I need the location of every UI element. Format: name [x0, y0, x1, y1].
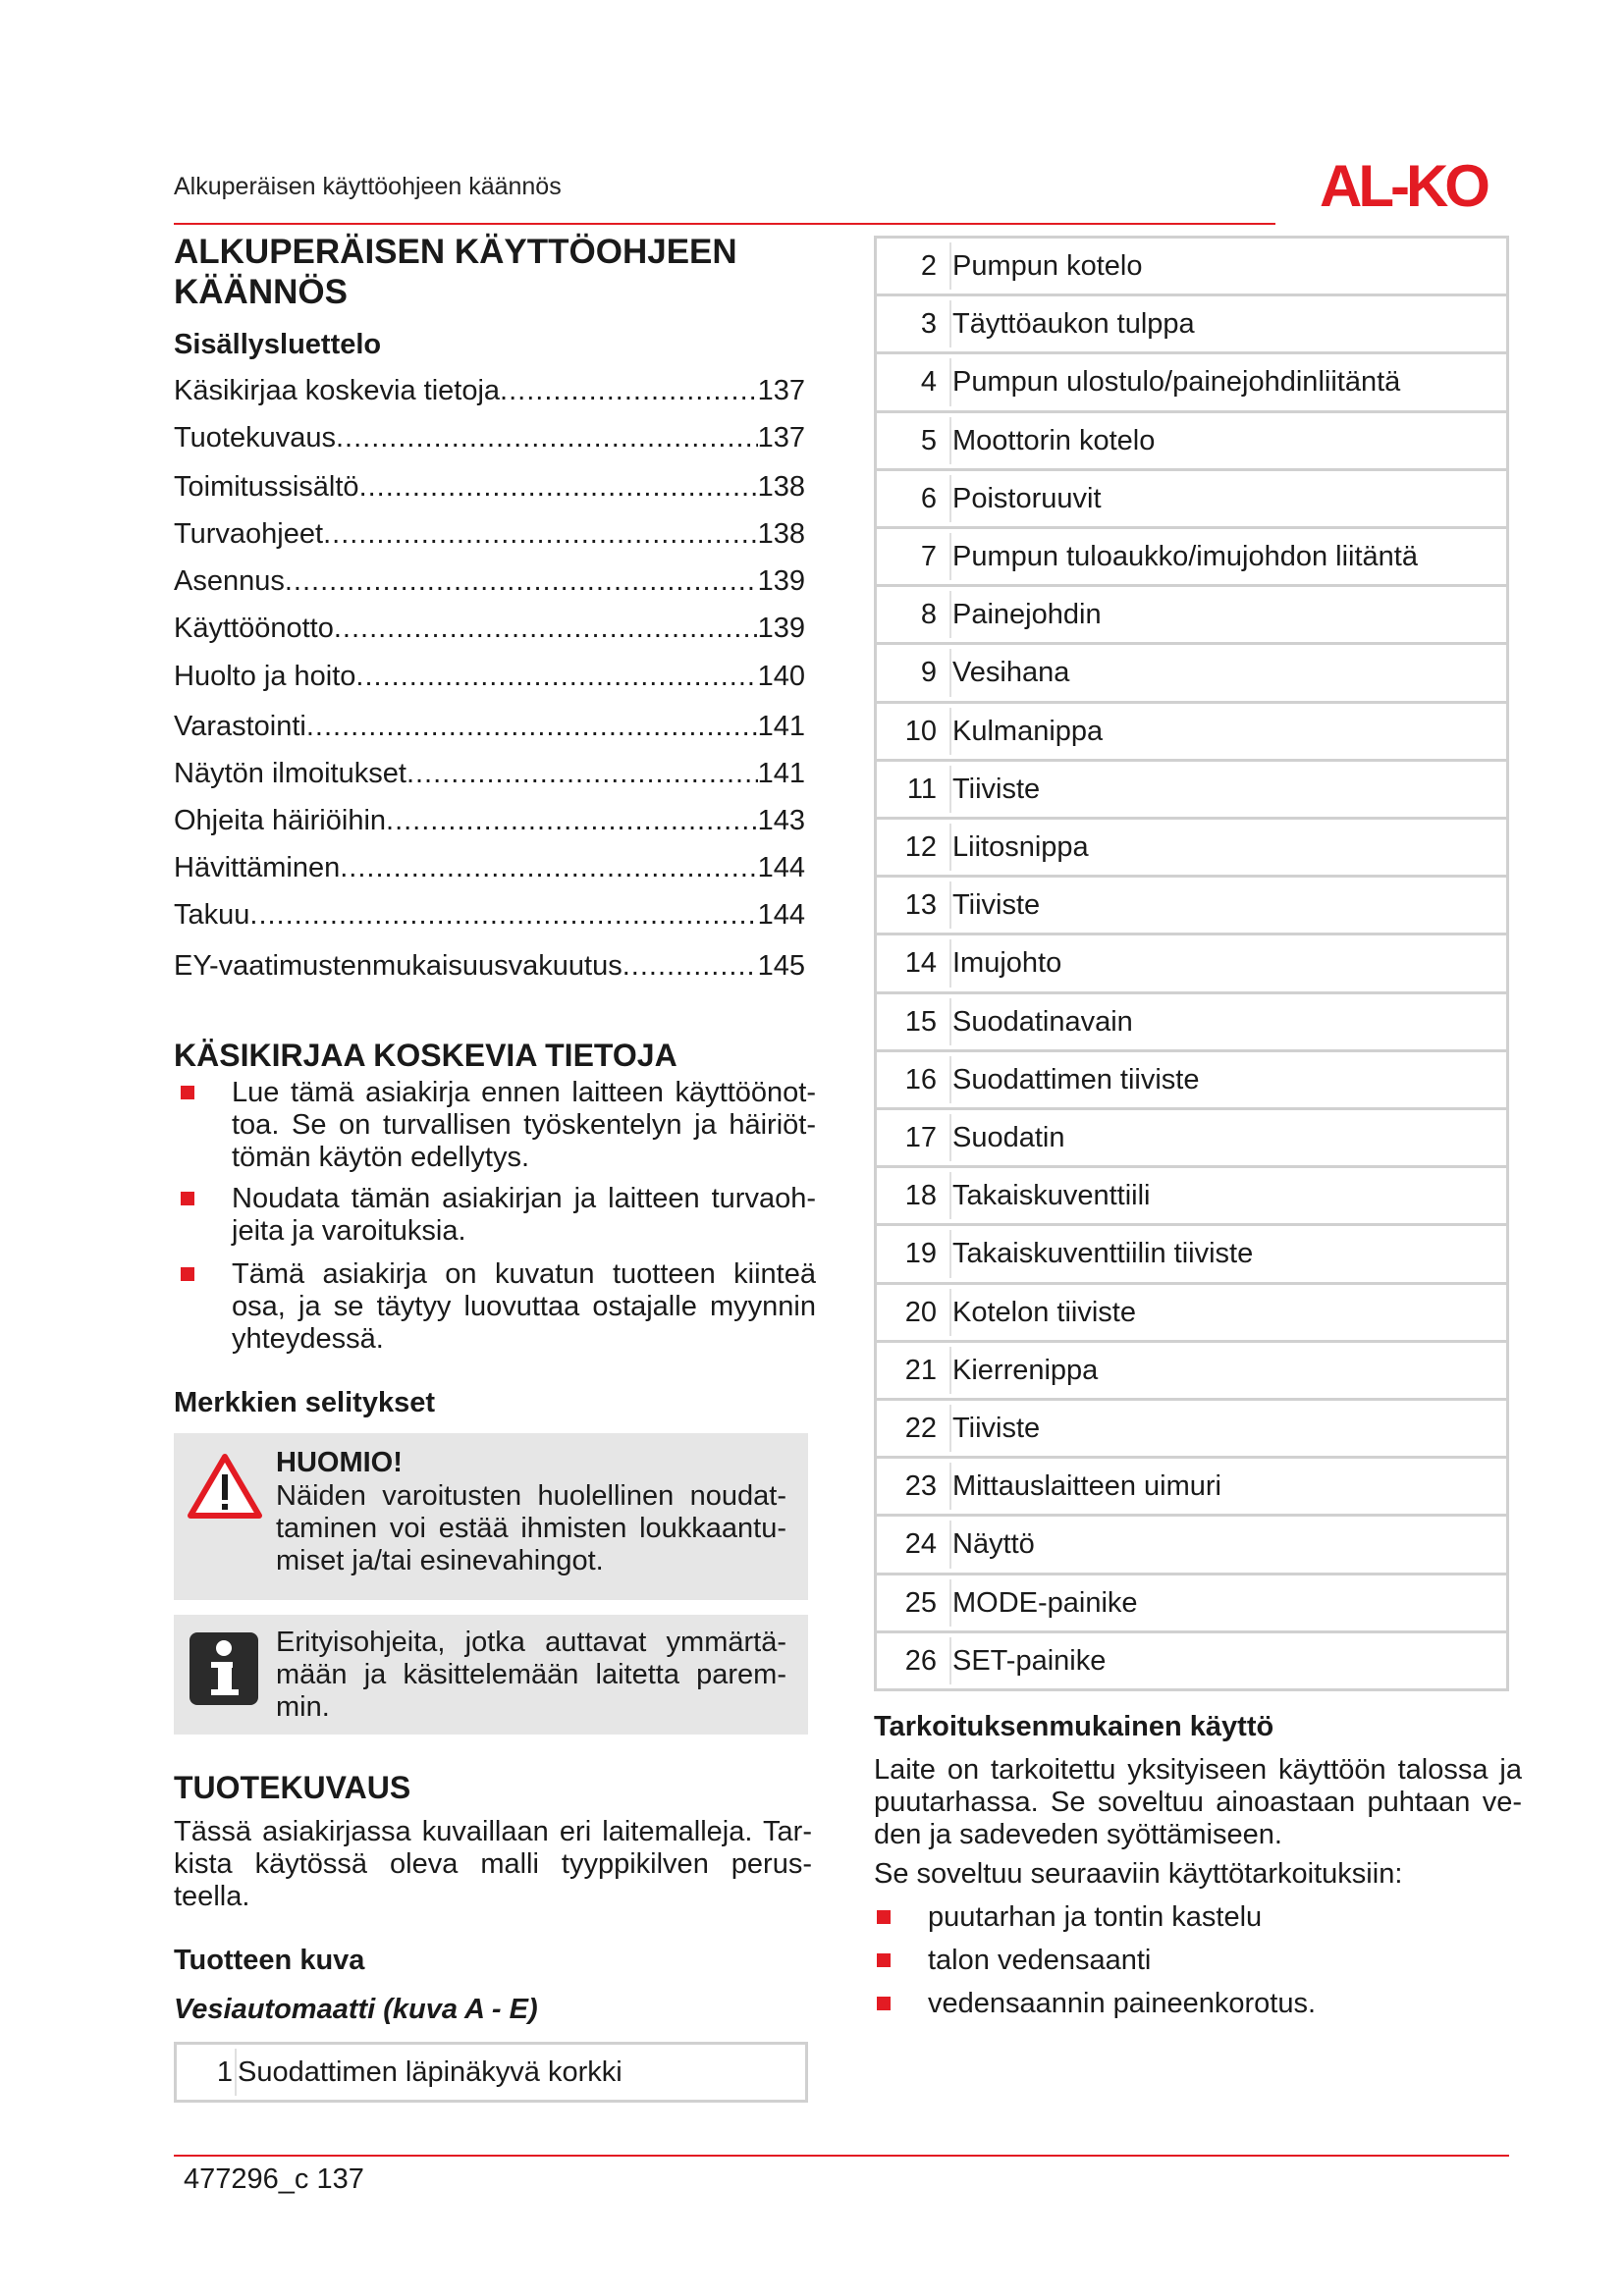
parts-row-8	[874, 587, 1509, 645]
footer-doc-number: 477296_c 137	[184, 2163, 364, 2195]
bullet-text: puutarhan ja tontin kastelu	[928, 1901, 1263, 1933]
parts-row-26	[874, 1633, 1509, 1691]
parts-row-18	[874, 1168, 1509, 1226]
part-label: Kulmanippa	[952, 715, 1104, 747]
part-label: Tiiviste	[952, 773, 1041, 805]
toc-leader-dots	[306, 709, 758, 744]
toc-entry[interactable]	[174, 420, 805, 455]
toc-leader-dots	[386, 803, 758, 838]
parts-row-7	[874, 529, 1509, 587]
part-label: Liitosnippa	[952, 831, 1089, 863]
part-label: Kotelon tiiviste	[952, 1296, 1136, 1328]
part-number: 15	[904, 1005, 937, 1038]
part-label: Näyttö	[952, 1528, 1035, 1561]
part-number: 20	[904, 1296, 937, 1328]
intended-use-text	[874, 1754, 1522, 1851]
part-number: 13	[904, 889, 937, 922]
toc-leader-dots	[285, 563, 758, 599]
toc-leader-dots	[340, 850, 757, 885]
part-label: Suodattimen tiiviste	[952, 1063, 1200, 1095]
part-number: 21	[904, 1354, 937, 1386]
product-image-subheading: Vesiautomaatti (kuva A - E)	[174, 1994, 538, 2025]
part-number: 1	[216, 2056, 233, 2088]
parts-row-23	[874, 1459, 1509, 1517]
toc-entry-page: 138	[757, 518, 805, 550]
parts-row-19	[874, 1226, 1509, 1284]
alko-logo	[1294, 157, 1512, 216]
part-separator	[949, 1230, 951, 1277]
toc-leader-dots	[500, 373, 758, 408]
toc-entry-page: 138	[757, 471, 805, 503]
part-number: 7	[920, 541, 937, 572]
toc-entry-label: Ohjeita häiriöihin	[174, 805, 387, 836]
part-label: Tiiviste	[952, 1413, 1041, 1444]
part-separator	[949, 998, 951, 1045]
parts-row-3	[874, 296, 1509, 354]
part-number: 6	[920, 482, 937, 514]
part-label: Suodatin	[952, 1122, 1065, 1153]
info-icon	[189, 1632, 258, 1705]
bullet-line: Noudata tämän asiakirjan ja laitteen turvaoh-	[232, 1183, 816, 1214]
toc-entry[interactable]	[174, 611, 805, 646]
part-number: 17	[904, 1122, 937, 1153]
parts-row-15	[874, 994, 1509, 1052]
part-label: Suodattimen läpinäkyvä korkki	[238, 2056, 623, 2088]
toc-entry[interactable]	[174, 897, 805, 933]
parts-row-2	[874, 239, 1509, 296]
warning-title: HUOMIO!	[276, 1447, 403, 1478]
part-separator	[949, 475, 951, 522]
manual-info-heading: KÄSIKIRJAA KOSKEVIA TIETOJA	[174, 1038, 677, 1073]
toc-leader-dots	[623, 948, 758, 984]
part-separator	[949, 300, 951, 347]
part-label: MODE-painike	[952, 1586, 1138, 1619]
toc-leader-dots	[406, 756, 758, 791]
part-number: 3	[920, 308, 937, 341]
parts-row-21	[874, 1343, 1509, 1401]
toc-entry-label: Hävittäminen	[174, 852, 341, 883]
bullet-icon	[181, 1192, 194, 1205]
main-title-line1: ALKUPERÄISEN KÄYTTÖOHJEEN	[174, 233, 737, 271]
bullet-text	[232, 1077, 816, 1174]
part-separator	[949, 1289, 951, 1336]
warning-notice	[174, 1433, 808, 1600]
intended-line: puutarhassa. Se soveltuu ainoastaan puhtaan ve-	[874, 1787, 1522, 1818]
parts-row-24	[874, 1517, 1509, 1575]
toc-entry[interactable]	[174, 803, 805, 838]
parts-row-17	[874, 1110, 1509, 1168]
part-label: Painejohdin	[952, 599, 1102, 631]
part-separator	[949, 1579, 951, 1627]
parts-row-25	[874, 1575, 1509, 1633]
footer-divider	[174, 2155, 1509, 2157]
part-separator	[949, 824, 951, 871]
toc-entry-page: 139	[757, 613, 805, 644]
parts-row-11	[874, 762, 1509, 820]
parts-row-14	[874, 935, 1509, 993]
toc-leader-dots	[359, 469, 758, 505]
warning-line: Näiden varoitusten huolellinen noudat-	[276, 1480, 786, 1512]
product-text	[174, 1816, 812, 1913]
part-label: Suodatinavain	[952, 1005, 1133, 1038]
toc-entry-page: 141	[757, 758, 805, 789]
toc-leader-dots	[355, 659, 757, 694]
toc-leader-dots	[323, 516, 758, 552]
toc-entry-label: Käsikirjaa koskevia tietoja	[174, 375, 501, 406]
bullet-icon	[877, 1953, 891, 1967]
product-line: kista käytössä oleva malli tyyppikilven perus-	[174, 1848, 812, 1880]
parts-row-10	[874, 704, 1509, 762]
toc-leader-dots	[249, 897, 757, 933]
parts-row-12	[874, 820, 1509, 878]
bullet-line: jeita ja varoituksia.	[232, 1215, 466, 1247]
warning-line: taminen voi estää ihmisten loukkaantu-	[276, 1513, 786, 1544]
part-separator	[949, 1114, 951, 1161]
bullet-text: talon vedensaanti	[928, 1945, 1152, 1976]
warning-text	[276, 1480, 786, 1577]
parts-row-4	[874, 354, 1509, 412]
part-separator	[949, 1405, 951, 1452]
toc-entry[interactable]	[174, 516, 805, 552]
part-separator	[949, 1463, 951, 1510]
part-number: 5	[920, 424, 937, 456]
toc-entry-page: 145	[757, 950, 805, 982]
part-label: SET-painike	[952, 1644, 1107, 1677]
part-number: 8	[920, 599, 937, 631]
part-label: Mittauslaitteen uimuri	[952, 1470, 1221, 1503]
part-label: Poistoruuvit	[952, 482, 1102, 514]
parts-row-5	[874, 413, 1509, 471]
toc-entry[interactable]	[174, 850, 805, 885]
bullet-line: yhteydessä.	[232, 1323, 384, 1355]
part-number: 18	[904, 1180, 937, 1212]
toc-entry[interactable]	[174, 659, 805, 694]
bullet-line: Lue tämä asiakirja ennen laitteen käyttöönot-	[232, 1077, 816, 1108]
part-separator	[949, 1637, 951, 1684]
part-number: 11	[906, 773, 937, 805]
part-label: Kierrenippa	[952, 1354, 1099, 1386]
part-separator	[949, 1172, 951, 1219]
part-label: Vesihana	[952, 657, 1070, 689]
part-label: Pumpun tuloaukko/imujohdon liitäntä	[952, 541, 1418, 572]
part-label: Täyttöaukon tulppa	[952, 308, 1195, 341]
part-number: 9	[920, 657, 937, 689]
part-label: Imujohto	[952, 947, 1062, 980]
part-number: 22	[904, 1413, 937, 1444]
toc-entry[interactable]	[174, 709, 805, 744]
part-number: 12	[904, 831, 937, 863]
toc-entry-page: 143	[757, 805, 805, 836]
toc-entry-page: 141	[757, 711, 805, 742]
bullet-line: toa. Se on turvallisen työskentelyn ja häiriöt-	[232, 1109, 816, 1141]
toc-entry-page: 140	[757, 661, 805, 692]
toc-entry[interactable]	[174, 373, 805, 408]
part-separator	[949, 1521, 951, 1568]
bullet-icon	[877, 1910, 891, 1924]
product-line: teella.	[174, 1881, 250, 1912]
bullet-text	[232, 1183, 816, 1248]
parts-row-16	[874, 1052, 1509, 1110]
intended-use-heading: Tarkoituksenmukainen käyttö	[874, 1711, 1274, 1742]
part-separator	[949, 708, 951, 755]
part-label: Moottorin kotelo	[952, 424, 1156, 456]
parts-row-22	[874, 1401, 1509, 1459]
intended-line: den ja sadeveden syöttämiseen.	[874, 1819, 1282, 1850]
product-image-heading: Tuotteen kuva	[174, 1945, 365, 1976]
part-number: 26	[904, 1644, 937, 1677]
parts-row-13	[874, 878, 1509, 935]
part-separator	[949, 881, 951, 929]
intended-line: Laite on tarkoitettu yksityiseen käyttöön talossa ja	[874, 1754, 1522, 1786]
toc-entry-label: Takuu	[174, 899, 250, 931]
parts-row-1	[174, 2042, 808, 2103]
part-separator	[235, 2049, 237, 2096]
part-label: Tiiviste	[952, 889, 1041, 922]
toc-entry-label: Asennus	[174, 565, 285, 597]
part-separator	[949, 242, 951, 290]
part-separator	[949, 591, 951, 638]
bullet-line: tömän käytön edellytys.	[232, 1142, 530, 1173]
toc-entry-label: Näytön ilmoitukset	[174, 758, 406, 789]
toc-heading: Sisällysluettelo	[174, 329, 382, 360]
toc-leader-dots	[334, 611, 758, 646]
toc-entry-label: Turvaohjeet	[174, 518, 324, 550]
part-separator	[949, 766, 951, 813]
bullet-text	[232, 1258, 816, 1356]
header-title: Alkuperäisen käyttöohjeen käännös	[174, 173, 562, 200]
toc-entry-label: Tuotekuvaus	[174, 422, 336, 454]
part-number: 25	[904, 1586, 937, 1619]
part-label: Pumpun ulostulo/painejohdinliitäntä	[952, 366, 1401, 399]
bullet-icon	[181, 1267, 194, 1281]
part-label: Takaiskuventtiili	[952, 1180, 1151, 1212]
warning-line: miset ja/tai esinevahingot.	[276, 1545, 604, 1576]
header-divider	[174, 223, 1275, 225]
toc-entry-page: 144	[757, 899, 805, 931]
part-number: 23	[904, 1470, 937, 1503]
toc-entry-label: EY-vaatimustenmukaisuusvakuutus	[174, 950, 623, 982]
info-line: min.	[276, 1691, 330, 1723]
toc-entry[interactable]	[174, 563, 805, 599]
bullet-icon	[877, 1997, 891, 2010]
bullet-line: osa, ja se täytyy luovuttaa ostajalle myynnin	[232, 1291, 816, 1322]
info-notice	[174, 1615, 808, 1735]
toc-leader-dots	[336, 420, 758, 455]
product-heading: TUOTEKUVAUS	[174, 1770, 411, 1805]
signs-heading: Merkkien selitykset	[174, 1387, 435, 1418]
toc-entry[interactable]	[174, 756, 805, 791]
part-number: 2	[920, 250, 937, 282]
part-separator	[949, 358, 951, 405]
toc-entry-page: 144	[757, 852, 805, 883]
part-separator	[949, 417, 951, 464]
part-number: 24	[904, 1528, 937, 1561]
bullet-icon	[181, 1086, 194, 1099]
warning-triangle-icon	[188, 1453, 262, 1520]
toc-entry[interactable]	[174, 948, 805, 984]
toc-entry-label: Toimitussisältö	[174, 471, 359, 503]
part-label: Pumpun kotelo	[952, 250, 1143, 282]
part-separator	[949, 939, 951, 987]
toc-entry-page: 137	[757, 375, 805, 406]
bullet-line: Tämä asiakirja on kuvatun tuotteen kiinteä	[232, 1258, 816, 1290]
toc-entry-label: Huolto ja hoito	[174, 661, 356, 692]
part-number: 4	[920, 366, 937, 399]
parts-row-20	[874, 1285, 1509, 1343]
toc-entry-page: 139	[757, 565, 805, 597]
main-title-line2: KÄÄNNÖS	[174, 273, 348, 311]
toc-entry-label: Varastointi	[174, 711, 306, 742]
logo-text: AL-KO	[1320, 157, 1487, 216]
info-line: Erityisohjeita, jotka auttavat ymmärtä-	[276, 1627, 786, 1658]
part-number: 14	[904, 947, 937, 980]
part-number: 19	[904, 1238, 937, 1270]
product-line: Tässä asiakirjassa kuvaillaan eri laitemalleja. Tar-	[174, 1816, 812, 1847]
toc-entry-label: Käyttöönotto	[174, 613, 334, 644]
bullet-text: vedensaannin paineenkorotus.	[928, 1988, 1317, 2019]
part-separator	[949, 649, 951, 696]
parts-row-6	[874, 471, 1509, 529]
part-number: 10	[904, 715, 937, 747]
info-line: mään ja käsittelemään laitetta parem-	[276, 1659, 786, 1690]
part-separator	[949, 533, 951, 580]
part-separator	[949, 1056, 951, 1103]
toc-entry-page: 137	[757, 422, 805, 454]
info-text	[276, 1627, 786, 1724]
parts-row-9	[874, 645, 1509, 703]
part-number: 16	[904, 1063, 937, 1095]
toc-entry[interactable]	[174, 469, 805, 505]
intended-use-sub: Se soveltuu seuraaviin käyttötarkoituksiin:	[874, 1858, 1403, 1890]
part-label: Takaiskuventtiilin tiiviste	[952, 1238, 1254, 1270]
part-separator	[949, 1347, 951, 1394]
